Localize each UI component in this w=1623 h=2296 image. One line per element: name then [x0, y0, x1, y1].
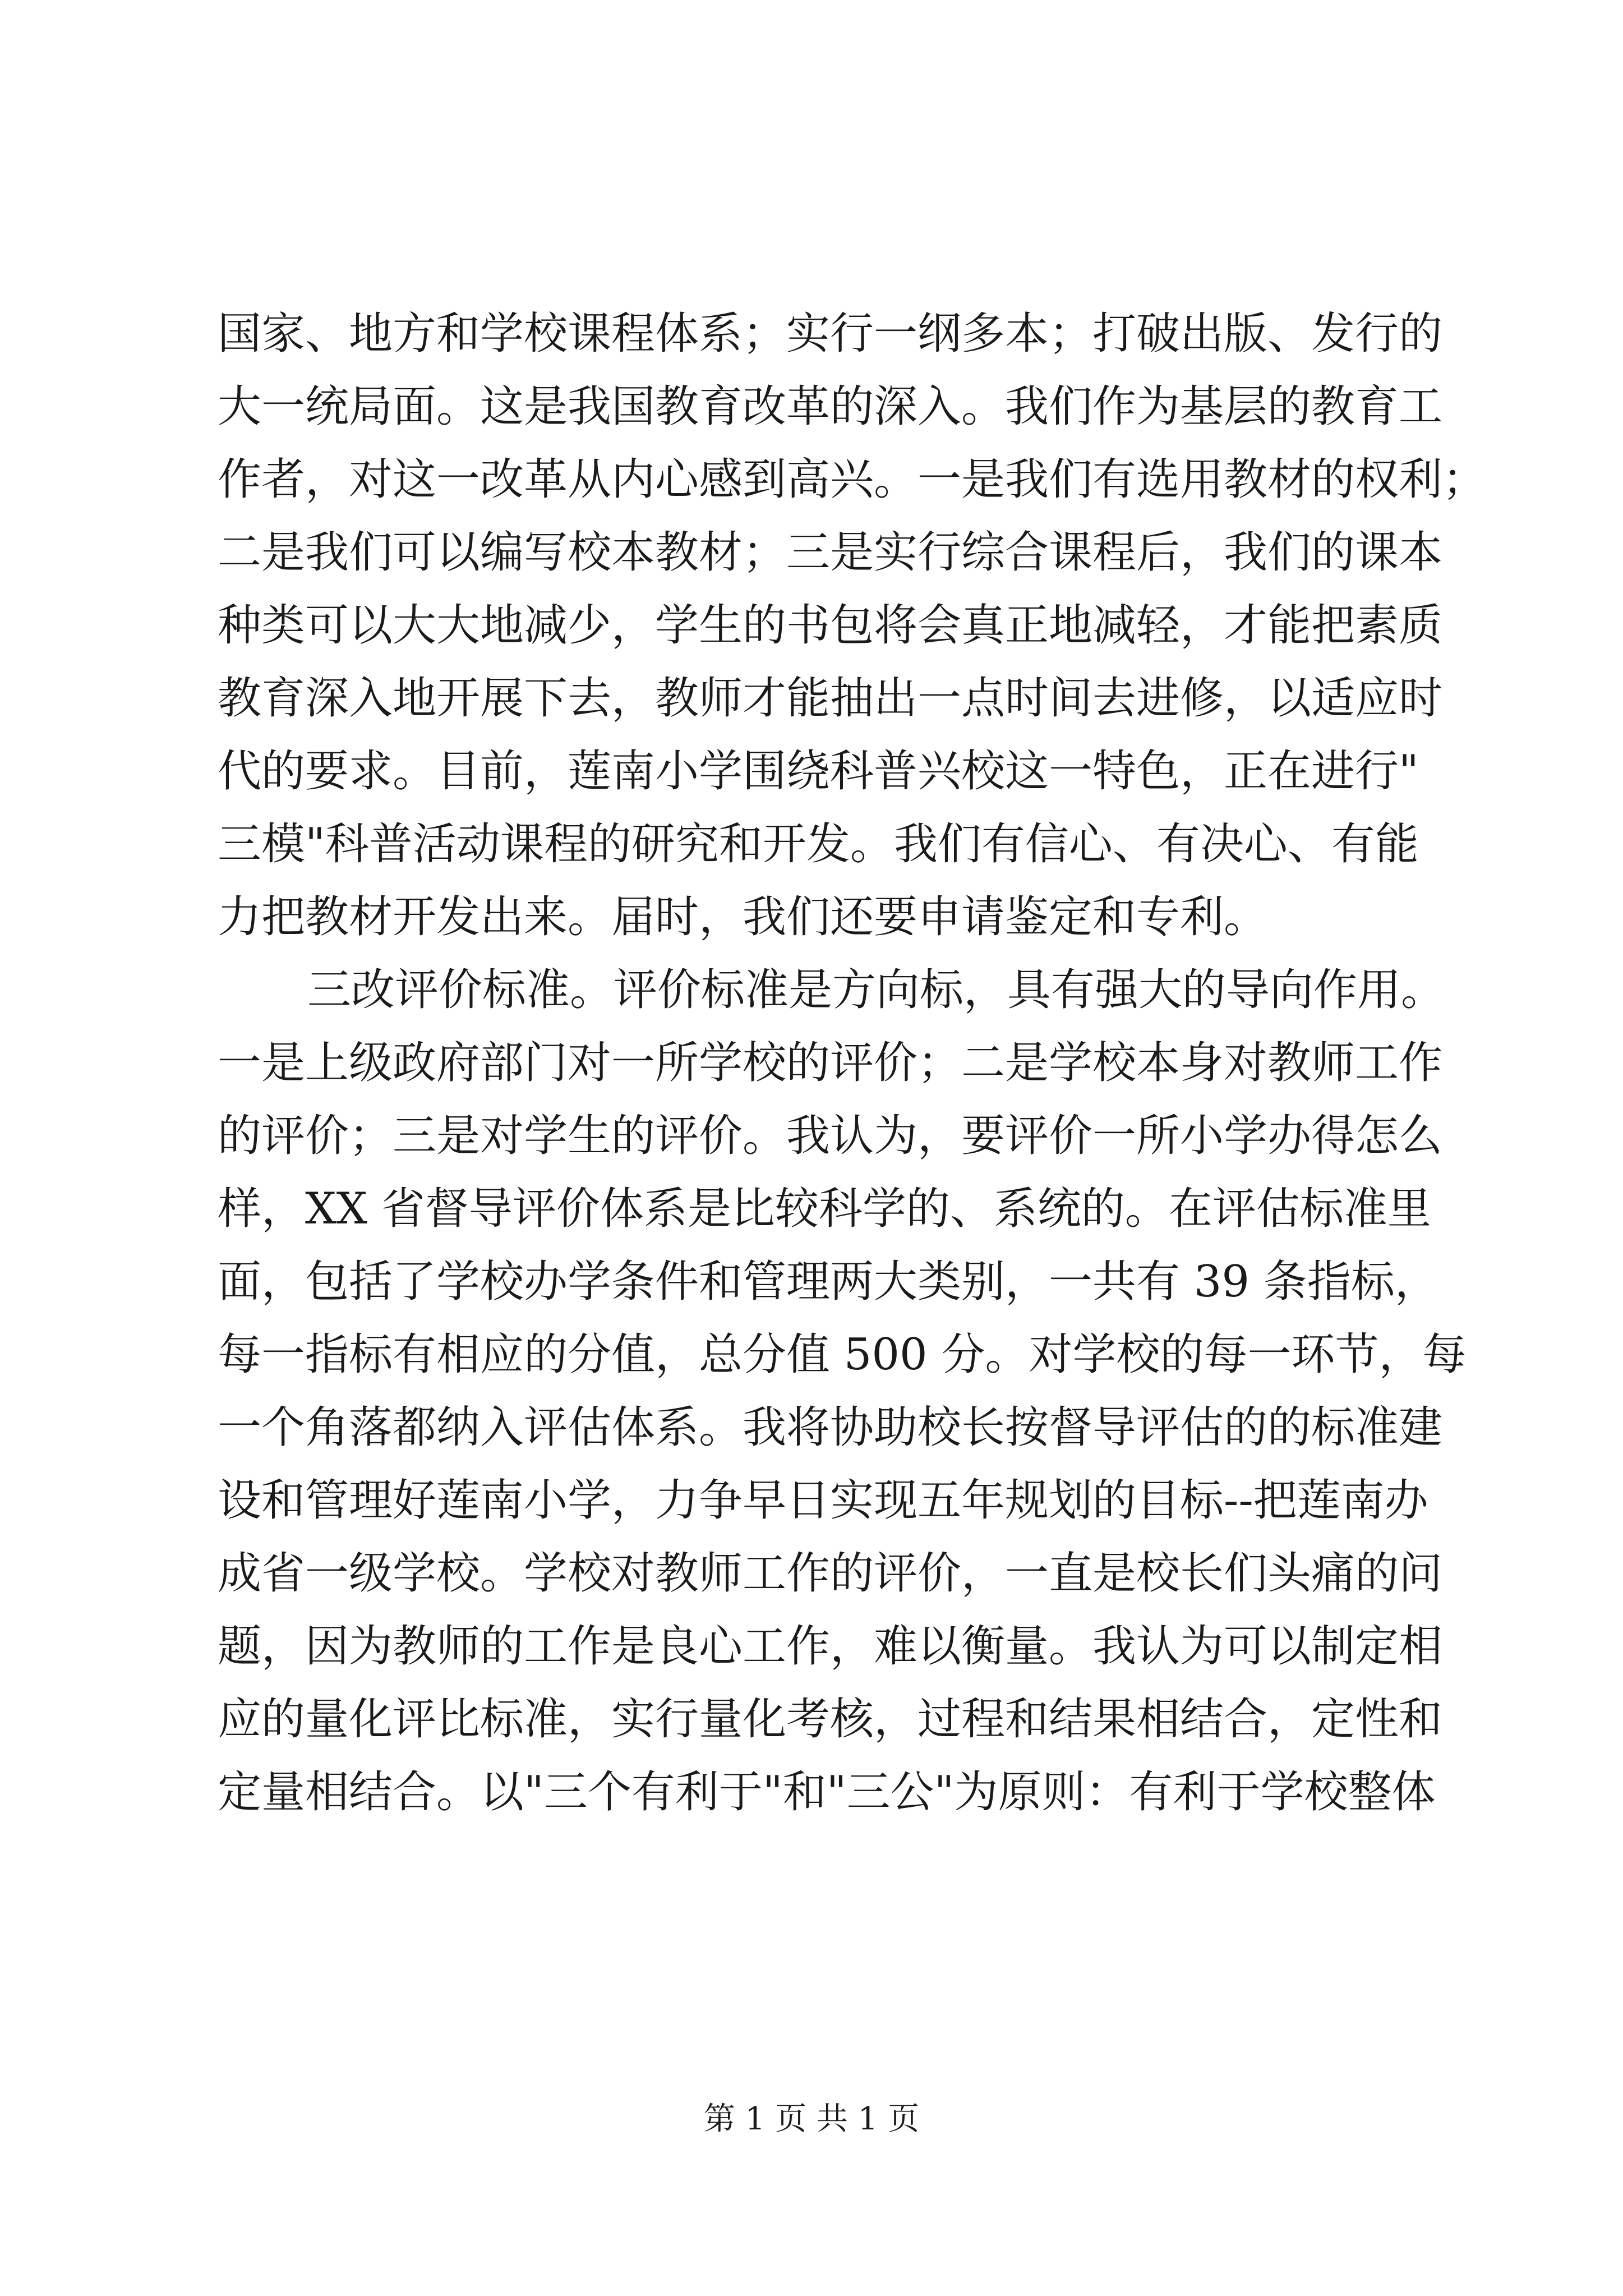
text-line-2: 大一统局面。这是我国教育改革的深入。我们作为基层的教育工 [218, 381, 1443, 432]
text-line-17: 设和管理好莲南小学，力争早日实现五年规划的目标--把莲南办 [218, 1475, 1428, 1526]
text-line-1: 国家、地方和学校课程体系；实行一纲多本；打破出版、发行的 [218, 309, 1443, 359]
text-line-19: 题，因为教师的工作是良心工作，难以衡量。我认为可以制定相 [218, 1621, 1443, 1672]
text-line-8: 三模"科普活动课程的研究和开发。我们有信心、有决心、有能 [218, 819, 1419, 869]
text-line-13: 样，XX 省督导评价体系是比较科学的、系统的。在评估标准里 [218, 1184, 1431, 1234]
text-line-5: 种类可以大大地减少，学生的书包将会真正地减轻，才能把素质 [218, 600, 1443, 651]
text-line-12: 的评价；三是对学生的评价。我认为，要评价一所小学办得怎么 [218, 1111, 1443, 1161]
text-line-16: 一个角落都纳入评估体系。我将协助校长按督导评估的的标准建 [218, 1402, 1443, 1453]
page-footer [0, 2097, 1623, 2142]
text-line-14: 面，包括了学校办学条件和管理两大类别，一共有 39 条指标， [218, 1257, 1438, 1307]
text-line-4: 二是我们可以编写校本教材；三是实行综合课程后，我们的课本 [218, 527, 1443, 578]
text-line-3: 作者，对这一改革从内心感到高兴。一是我们有选用教材的权利； [218, 454, 1487, 505]
text-line-9: 力把教材开发出来。届时，我们还要申请鉴定和专利。 [218, 892, 1268, 942]
text-line-20: 应的量化评比标准，实行量化考核，过程和结果相结合，定性和 [218, 1694, 1443, 1745]
text-line-7: 代的要求。目前，莲南小学围绕科普兴校这一特色，正在进行" [218, 746, 1419, 797]
text-line-15: 每一指标有相应的分值，总分值 500 分。对学校的每一环节，每 [218, 1329, 1467, 1380]
paragraph-start-line: 三改评价标准。评价标准是方向标，具有强大的导向作用。 [307, 965, 1445, 1015]
body-text [218, 297, 1487, 1829]
text-line-18: 成省一级学校。学校对教师工作的评价，一直是校长们头痛的问 [218, 1548, 1443, 1599]
text-line-6: 教育深入地开展下去，教师才能抽出一点时间去进修，以适应时 [218, 673, 1443, 724]
text-line-11: 一是上级政府部门对一所学校的评价；二是学校本身对教师工作 [218, 1038, 1443, 1088]
page-number: 第 1 页 共 1 页 [703, 2101, 920, 2137]
text-line-21: 定量相结合。以"三个有利于"和"三公"为原则：有利于学校整体 [218, 1767, 1436, 1818]
